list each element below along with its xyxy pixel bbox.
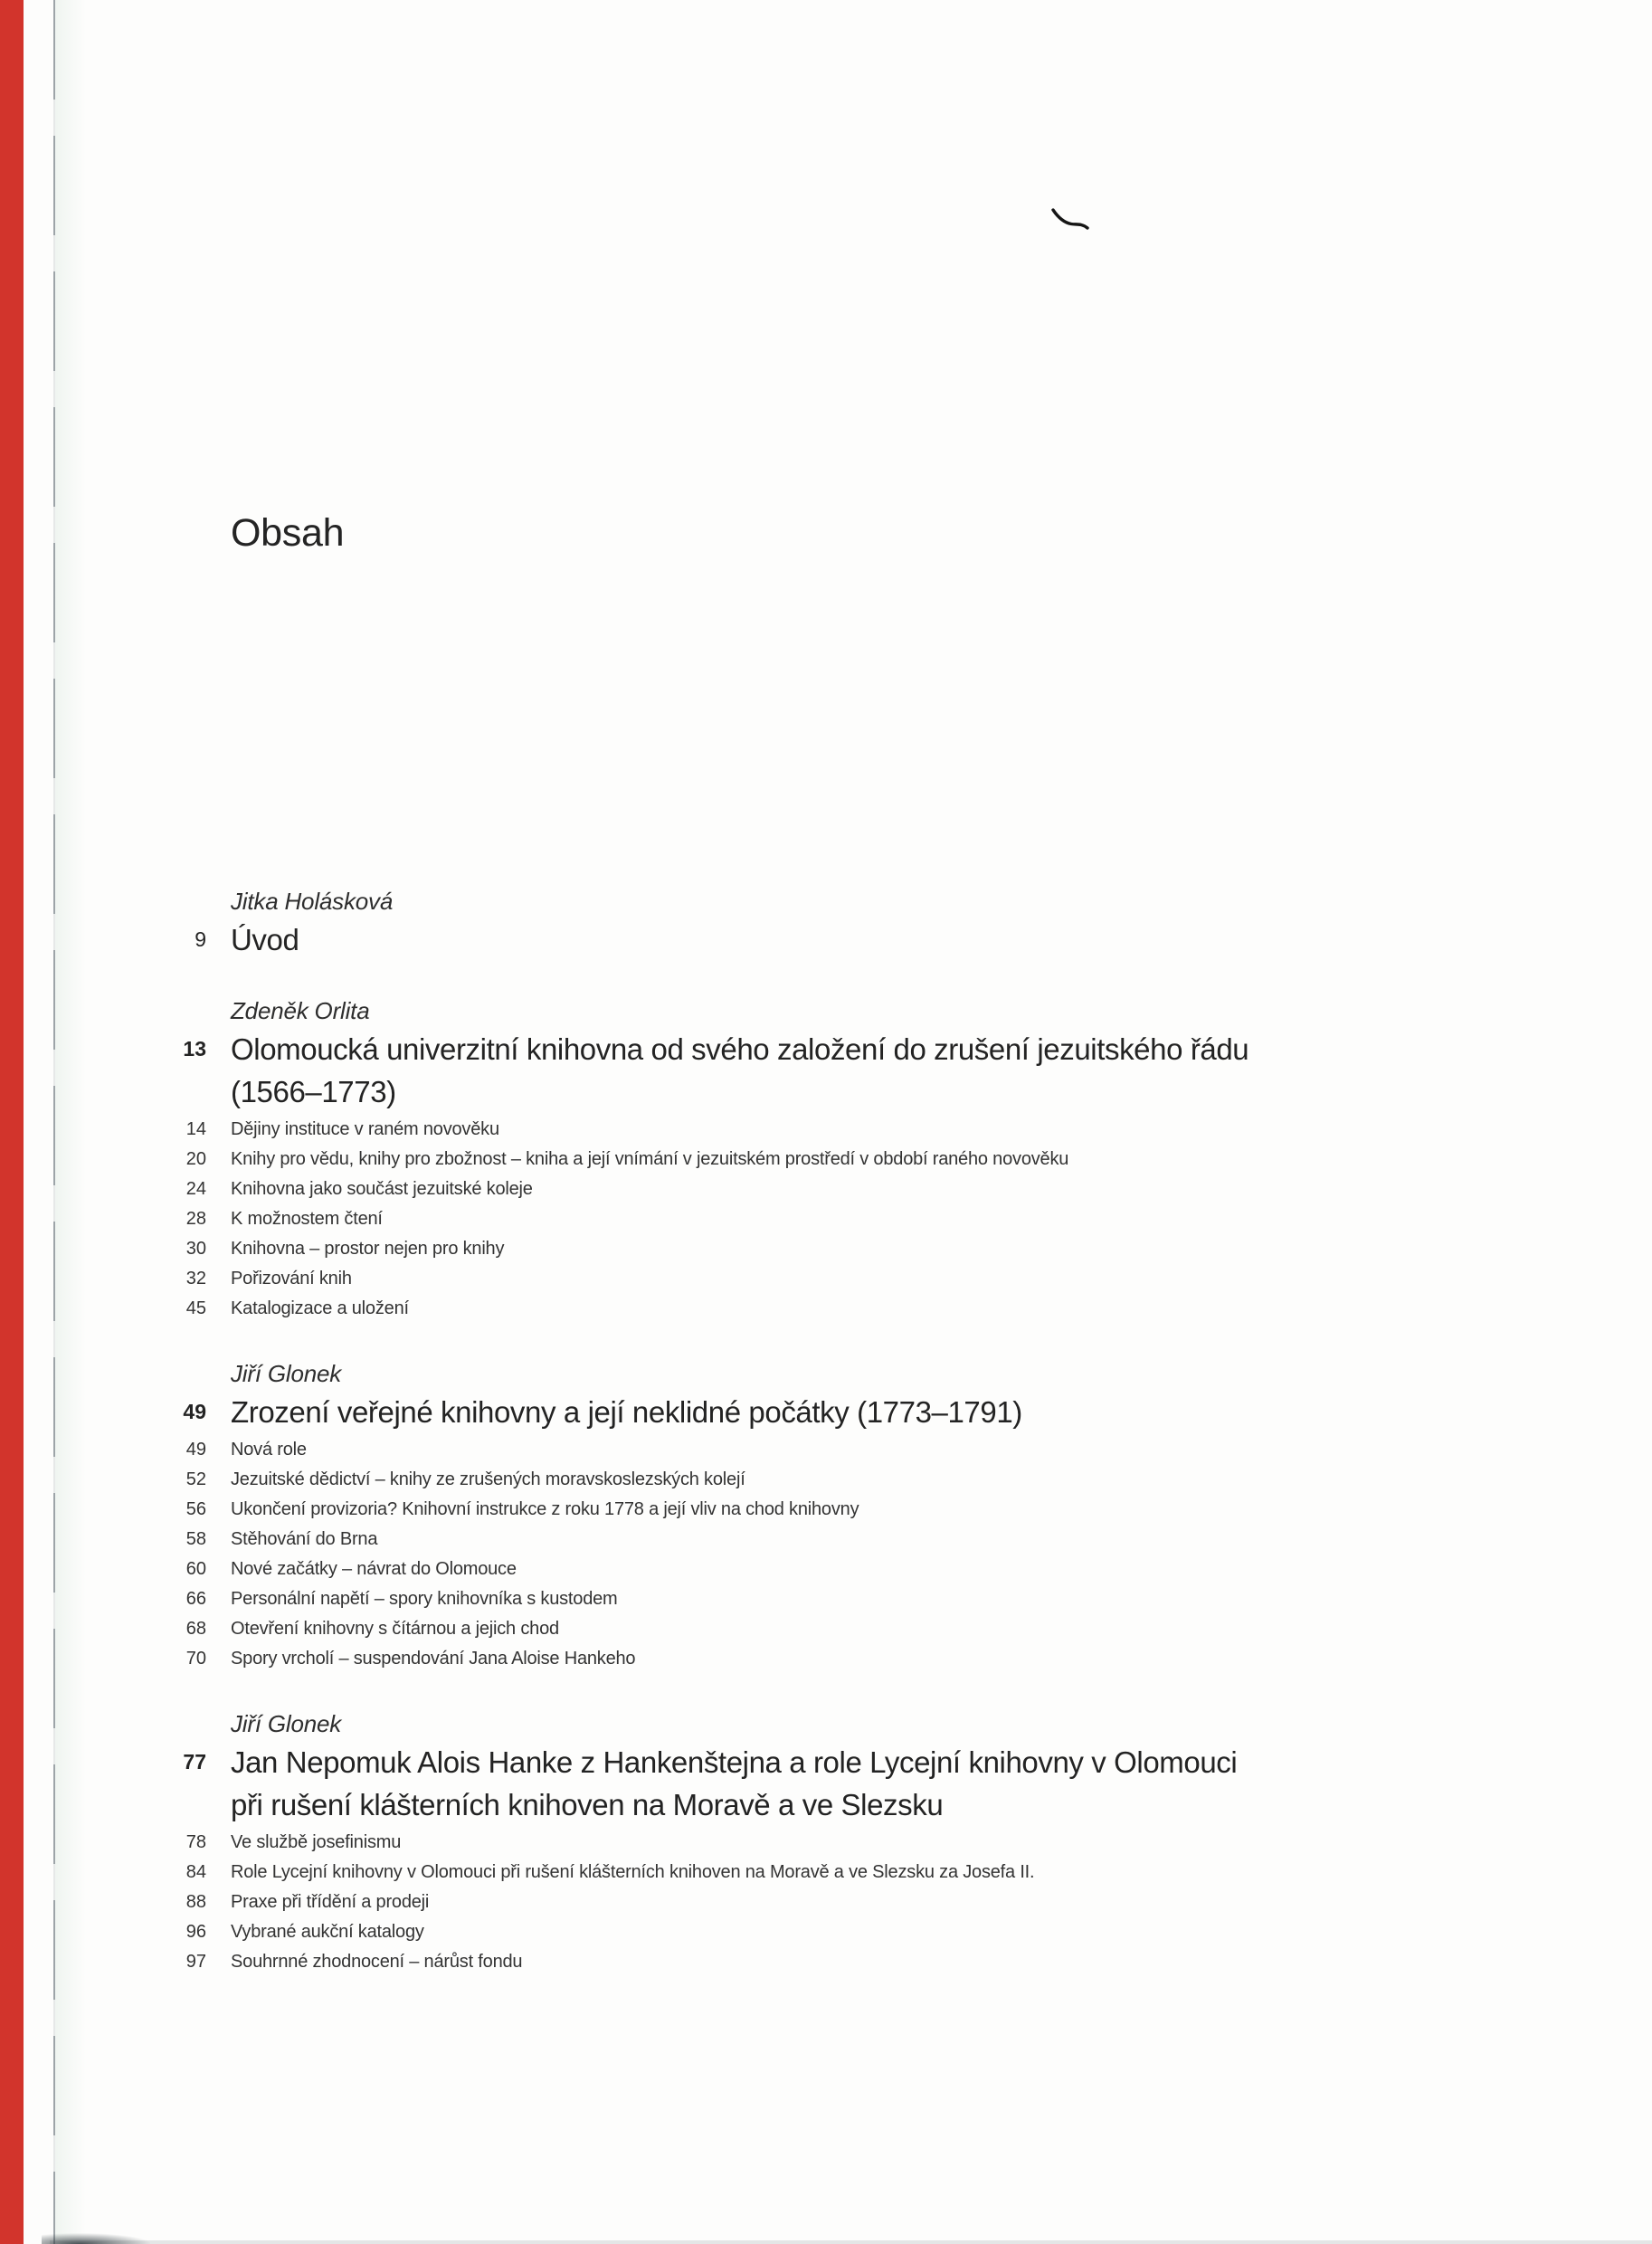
toc-section bbox=[136, 1708, 1493, 1977]
chapter-page-number: 49 bbox=[183, 1400, 206, 1423]
item-page-number: 32 bbox=[185, 1269, 206, 1288]
item-page-number: 88 bbox=[185, 1892, 206, 1912]
item-page-number: 30 bbox=[185, 1239, 206, 1259]
item-label: Personální napětí – spory knihovníka s kustodem bbox=[231, 1589, 618, 1609]
toc-item-row bbox=[136, 1115, 1493, 1145]
item-label: Vybrané aukční katalogy bbox=[231, 1922, 424, 1942]
toc-item-row bbox=[136, 1204, 1493, 1234]
toc-item-row bbox=[136, 1947, 1493, 1977]
item-label: Spory vrcholí – suspendování Jana Aloise Hankeho bbox=[231, 1649, 636, 1669]
page-gutter-glow bbox=[55, 0, 86, 2244]
pen-mark-icon bbox=[1049, 206, 1093, 241]
toc-item-row bbox=[136, 1887, 1493, 1917]
item-label: Katalogizace a uložení bbox=[231, 1298, 409, 1318]
section-author: Jiří Glonek bbox=[231, 1360, 342, 1387]
item-page-number: 45 bbox=[185, 1298, 206, 1318]
item-page-number: 52 bbox=[185, 1469, 206, 1489]
chapter-row bbox=[136, 1741, 1493, 1826]
item-label: Ukončení provizoria? Knihovní instrukce z roku 1778 a její vliv na chod knihovny bbox=[231, 1499, 859, 1519]
toc-item-row bbox=[136, 1435, 1493, 1465]
item-page-number: 96 bbox=[185, 1922, 206, 1942]
chapter-title-line: (1566–1773) bbox=[231, 1075, 396, 1108]
chapter-row bbox=[136, 918, 1493, 961]
item-label: Otevření knihovny s čítárnou a jejich chod bbox=[231, 1619, 559, 1639]
item-page-number: 70 bbox=[185, 1649, 206, 1669]
chapter-title-line: Olomoucká univerzitní knihovna od svého založení do zrušení jezuitského řádu bbox=[231, 1032, 1249, 1066]
item-page-number: 78 bbox=[185, 1832, 206, 1852]
scan-left-red-edge bbox=[0, 0, 24, 2244]
item-page-number: 84 bbox=[185, 1862, 206, 1882]
toc-item-row bbox=[136, 1858, 1493, 1887]
toc-sections bbox=[136, 886, 1493, 1977]
item-label: Nová role bbox=[231, 1440, 307, 1460]
toc-item-row bbox=[136, 1294, 1493, 1324]
section-author: Jiří Glonek bbox=[231, 1710, 342, 1737]
chapter-page-number: 13 bbox=[183, 1037, 206, 1060]
toc-section bbox=[136, 886, 1493, 961]
item-label: Jezuitské dědictví – knihy ze zrušených moravskoslezských kolejí bbox=[231, 1469, 745, 1489]
chapter-item-list bbox=[136, 1435, 1493, 1674]
item-page-number: 56 bbox=[185, 1499, 206, 1519]
toc-item-row bbox=[136, 1174, 1493, 1204]
page-title: Obsah bbox=[231, 511, 345, 555]
item-page-number: 58 bbox=[185, 1529, 206, 1549]
item-page-number: 49 bbox=[185, 1440, 206, 1460]
item-page-number: 60 bbox=[185, 1559, 206, 1579]
item-label: Knihy pro vědu, knihy pro zbožnost – kniha a její vnímání v jezuitském prostředí v období raného novověku bbox=[231, 1149, 1069, 1169]
item-label: Stěhování do Brna bbox=[231, 1529, 378, 1549]
toc-content bbox=[136, 511, 1493, 1977]
toc-item-row bbox=[136, 1495, 1493, 1525]
toc-item-row bbox=[136, 1525, 1493, 1555]
toc-item-row bbox=[136, 1614, 1493, 1644]
toc-item-row bbox=[136, 1644, 1493, 1674]
chapter-item-list bbox=[136, 1828, 1493, 1977]
scan-bottom-smudge bbox=[42, 2233, 150, 2244]
chapter-title-line: Jan Nepomuk Alois Hanke z Hankenštejna a role Lycejní knihovny v Olomouci bbox=[231, 1745, 1238, 1779]
toc-item-row bbox=[136, 1465, 1493, 1495]
item-label: Pořizování knih bbox=[231, 1269, 352, 1288]
item-page-number: 28 bbox=[185, 1209, 206, 1229]
chapter-title bbox=[231, 1028, 1493, 1113]
item-label: Dějiny instituce v raném novověku bbox=[231, 1119, 499, 1139]
item-label: Praxe při třídění a prodeji bbox=[231, 1892, 430, 1912]
toc-item-row bbox=[136, 1555, 1493, 1584]
item-label: Knihovna jako součást jezuitské koleje bbox=[231, 1179, 533, 1199]
toc-section bbox=[136, 995, 1493, 1324]
chapter-title-line: Úvod bbox=[231, 923, 299, 956]
toc-item-row bbox=[136, 1145, 1493, 1174]
item-label: K možnostem čtení bbox=[231, 1209, 383, 1229]
toc-section bbox=[136, 1358, 1493, 1674]
item-page-number: 14 bbox=[185, 1119, 206, 1139]
chapter-title bbox=[231, 1391, 1493, 1433]
item-label: Knihovna – prostor nejen pro knihy bbox=[231, 1239, 505, 1259]
item-label: Souhrnné zhodnocení – nárůst fondu bbox=[231, 1952, 523, 1972]
chapter-page-number: 9 bbox=[195, 927, 206, 951]
item-label: Role Lycejní knihovny v Olomouci při rušení klášterních knihoven na Moravě a ve Slezsku za Josefa II. bbox=[231, 1862, 1035, 1882]
chapter-title bbox=[231, 918, 1493, 961]
item-page-number: 20 bbox=[185, 1149, 206, 1169]
chapter-title-line: Zrození veřejné knihovny a její neklidné počátky (1773–1791) bbox=[231, 1395, 1022, 1429]
chapter-title-line: při rušení klášterních knihoven na Moravě a ve Slezsku bbox=[231, 1788, 944, 1821]
toc-item-row bbox=[136, 1917, 1493, 1947]
toc-item-row bbox=[136, 1264, 1493, 1294]
section-author: Zdeněk Orlita bbox=[231, 997, 370, 1024]
chapter-page-number: 77 bbox=[183, 1750, 206, 1773]
chapter-row bbox=[136, 1391, 1493, 1433]
section-author: Jitka Holásková bbox=[231, 888, 394, 915]
item-page-number: 24 bbox=[185, 1179, 206, 1199]
item-page-number: 68 bbox=[185, 1619, 206, 1639]
toc-item-row bbox=[136, 1584, 1493, 1614]
item-page-number: 66 bbox=[185, 1589, 206, 1609]
scan-bottom-edge bbox=[50, 2240, 1652, 2244]
item-label: Ve službě josefinismu bbox=[231, 1832, 402, 1852]
item-page-number: 97 bbox=[185, 1952, 206, 1972]
toc-item-row bbox=[136, 1828, 1493, 1858]
chapter-row bbox=[136, 1028, 1493, 1113]
item-label: Nové začátky – návrat do Olomouce bbox=[231, 1559, 517, 1579]
chapter-item-list bbox=[136, 1115, 1493, 1324]
toc-item-row bbox=[136, 1234, 1493, 1264]
chapter-title bbox=[231, 1741, 1493, 1826]
